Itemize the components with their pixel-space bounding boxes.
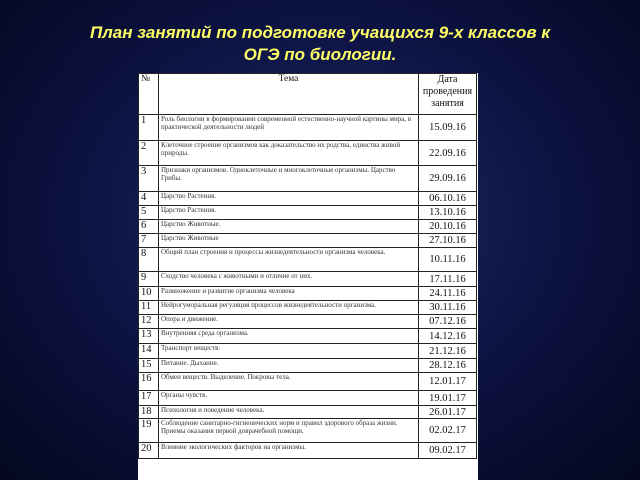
row-date: 28.12.16 xyxy=(419,359,477,373)
row-number: 2 xyxy=(139,141,159,166)
row-date: 02.02.17 xyxy=(419,419,477,443)
table-row xyxy=(139,359,477,373)
table-row xyxy=(139,206,477,220)
slide-title xyxy=(20,22,620,66)
row-date: 10.11.16 xyxy=(419,248,477,272)
row-topic: Сходство человека с животными и отличие от них. xyxy=(159,272,419,287)
row-topic: Опора и движение. xyxy=(159,315,419,329)
row-topic: Транспорт веществ. xyxy=(159,344,419,359)
row-date: 12.01.17 xyxy=(419,373,477,391)
row-date: 19.01.17 xyxy=(419,391,477,406)
row-topic: Соблюдение санитарно-гигиенических норм и правил здорового образа жизни. Приемы оказания первой доврачебной помощи. xyxy=(159,419,419,443)
row-date: 06.10.16 xyxy=(419,192,477,206)
row-number: 6 xyxy=(139,220,159,234)
row-topic: Роль биологии в формировании современной естественно-научной картины мира, в практической деятельности людей xyxy=(159,115,419,141)
row-date: 29.09.16 xyxy=(419,166,477,192)
header-topic: Тема xyxy=(159,74,419,115)
row-date: 14.12.16 xyxy=(419,329,477,344)
row-date: 17.11.16 xyxy=(419,272,477,287)
row-number: 11 xyxy=(139,301,159,315)
row-topic: Обмен веществ. Выделение. Покровы тела. xyxy=(159,373,419,391)
row-topic: Внутренняя среда организма. xyxy=(159,329,419,344)
row-date: 13.10.16 xyxy=(419,206,477,220)
row-topic: Влияние экологических факторов на организмы. xyxy=(159,443,419,459)
table-row xyxy=(139,115,477,141)
row-number: 1 xyxy=(139,115,159,141)
header-num: № xyxy=(139,74,159,115)
row-number: 10 xyxy=(139,287,159,301)
row-topic: Размножение и развитие организма человека xyxy=(159,287,419,301)
row-date: 24.11.16 xyxy=(419,287,477,301)
row-number: 17 xyxy=(139,391,159,406)
table-row xyxy=(139,344,477,359)
row-number: 12 xyxy=(139,315,159,329)
row-date: 30.11.16 xyxy=(419,301,477,315)
row-number: 13 xyxy=(139,329,159,344)
row-topic: Органы чувств. xyxy=(159,391,419,406)
row-number: 5 xyxy=(139,206,159,220)
row-topic: Питание. Дыхание. xyxy=(159,359,419,373)
row-number: 9 xyxy=(139,272,159,287)
row-topic: Царство Животные xyxy=(159,234,419,248)
row-number: 8 xyxy=(139,248,159,272)
row-number: 18 xyxy=(139,406,159,419)
row-date: 27.10.16 xyxy=(419,234,477,248)
row-date: 22.09.16 xyxy=(419,141,477,166)
row-topic: Царство Животные. xyxy=(159,220,419,234)
row-topic: Нейрогуморальная регуляция процессов жизнедеятельности организма. xyxy=(159,301,419,315)
row-number: 16 xyxy=(139,373,159,391)
table-row xyxy=(139,272,477,287)
table-row xyxy=(139,192,477,206)
table-row xyxy=(139,315,477,329)
row-date: 20.10.16 xyxy=(419,220,477,234)
table-row xyxy=(139,301,477,315)
row-number: 3 xyxy=(139,166,159,192)
table-row xyxy=(139,391,477,406)
row-topic: Психология и поведение человека. xyxy=(159,406,419,419)
row-date: 07.12.16 xyxy=(419,315,477,329)
row-number: 7 xyxy=(139,234,159,248)
row-number: 14 xyxy=(139,344,159,359)
row-topic: Царство Растения. xyxy=(159,192,419,206)
row-topic: Клеточное строение организмов как доказательство их родства, единства живой природы. xyxy=(159,141,419,166)
title-line-1: План занятий по подготовке учащихся 9-х классов к xyxy=(90,23,550,42)
table-row xyxy=(139,220,477,234)
header-date: Дата проведения занятия xyxy=(419,74,477,115)
schedule-document xyxy=(138,73,478,480)
row-date: 15.09.16 xyxy=(419,115,477,141)
table-row xyxy=(139,419,477,443)
row-date: 21.12.16 xyxy=(419,344,477,359)
table-row xyxy=(139,166,477,192)
table-header-row xyxy=(139,74,477,115)
table-row xyxy=(139,141,477,166)
schedule-table xyxy=(138,73,477,459)
table-row xyxy=(139,373,477,391)
row-topic: Признаки организмов. Одноклеточные и многоклеточные организмы. Царство Грибы. xyxy=(159,166,419,192)
table-row xyxy=(139,329,477,344)
table-row xyxy=(139,234,477,248)
table-row xyxy=(139,443,477,459)
row-date: 09.02.17 xyxy=(419,443,477,459)
row-date: 26.01.17 xyxy=(419,406,477,419)
title-line-2: ОГЭ по биологии. xyxy=(243,45,397,64)
row-number: 20 xyxy=(139,443,159,459)
row-number: 4 xyxy=(139,192,159,206)
table-row xyxy=(139,248,477,272)
row-topic: Общий план строения и процессы жизнедеятельности организма человека. xyxy=(159,248,419,272)
row-number: 15 xyxy=(139,359,159,373)
table-row xyxy=(139,406,477,419)
table-row xyxy=(139,287,477,301)
row-topic: Царство Растения. xyxy=(159,206,419,220)
row-number: 19 xyxy=(139,419,159,443)
